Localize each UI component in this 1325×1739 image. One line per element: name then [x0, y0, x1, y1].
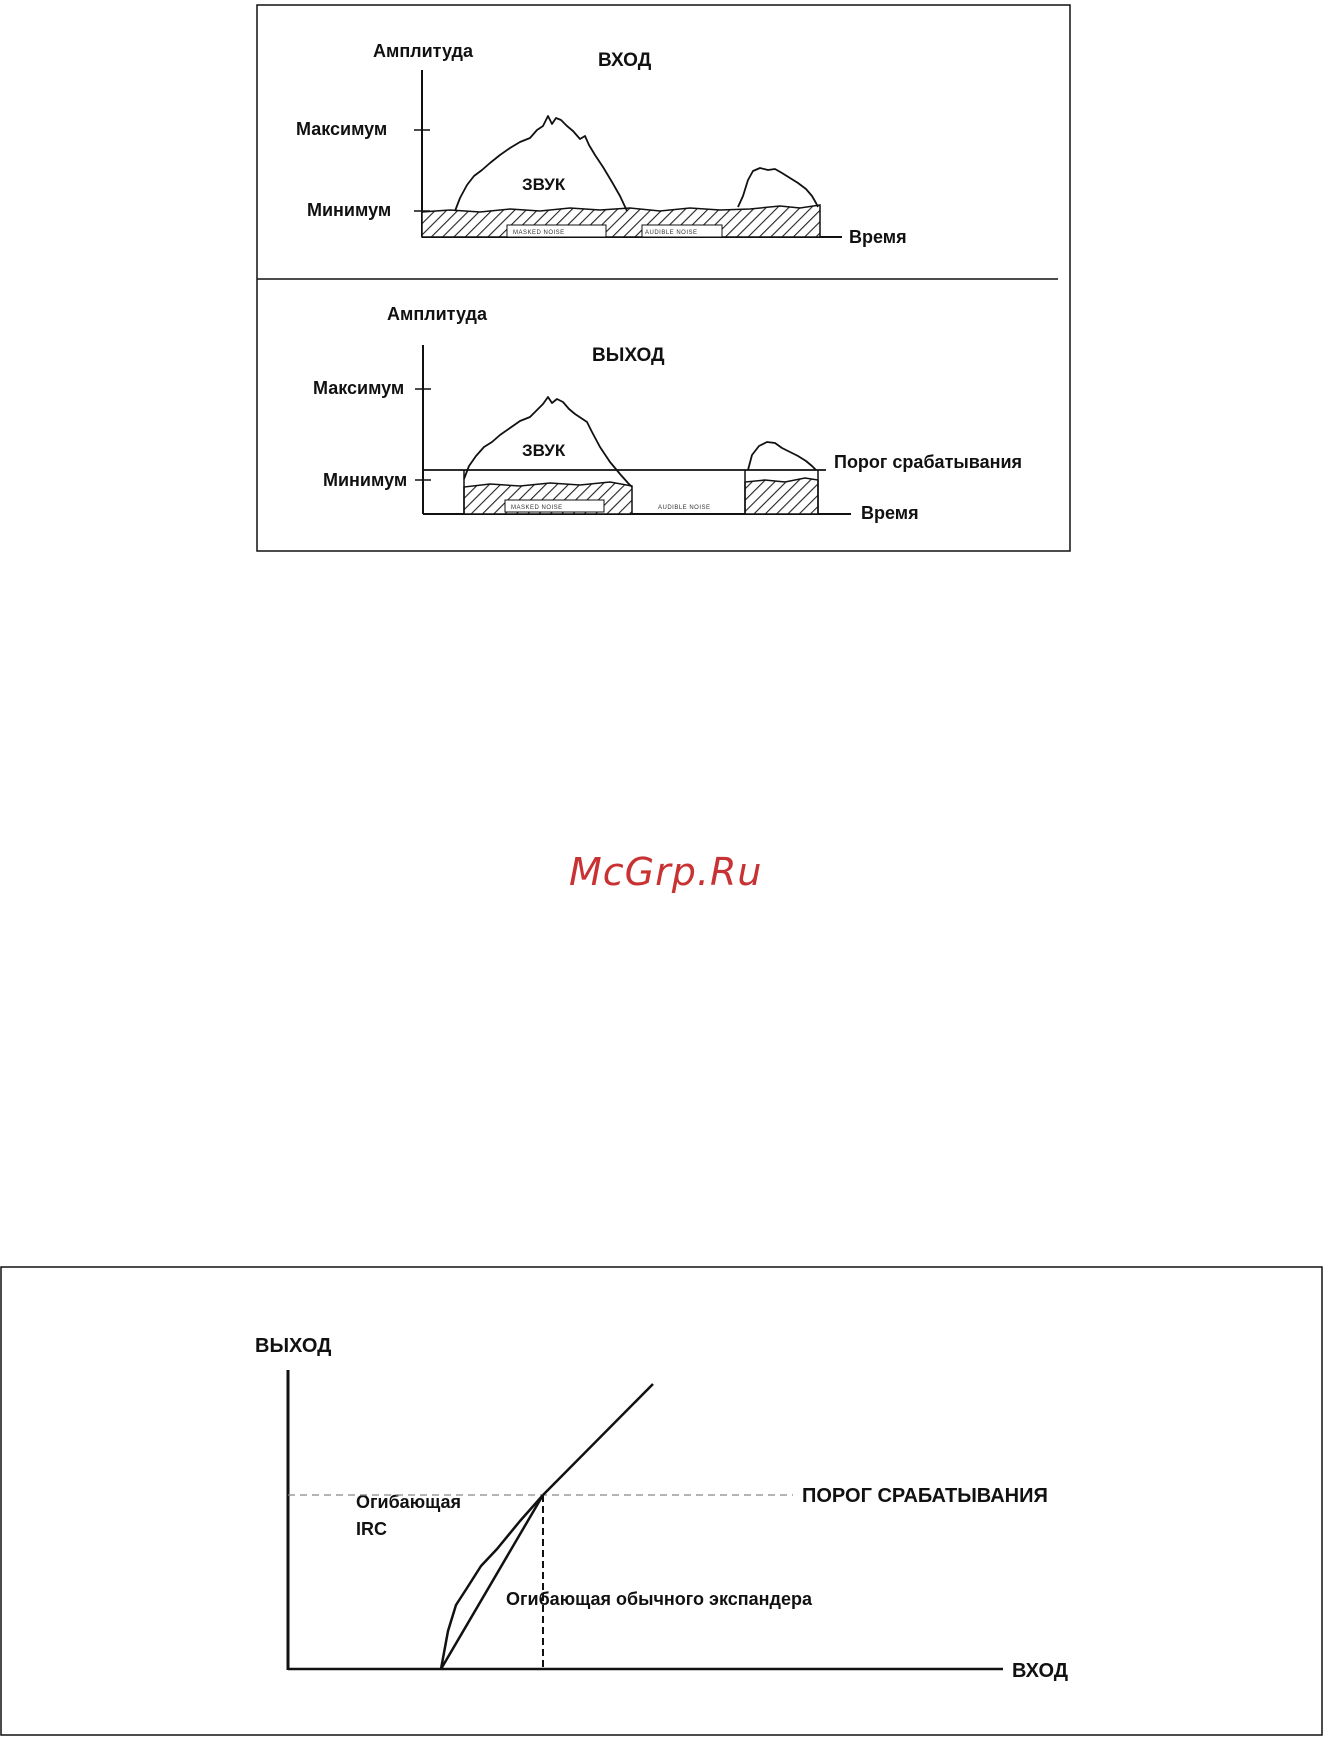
input-panel — [296, 41, 907, 247]
bottom-y-axis-label: ВЫХОД — [255, 1335, 332, 1357]
input-x-axis-label: Время — [849, 227, 907, 247]
irc-label-line2: IRC — [356, 1519, 387, 1539]
input-sound-envelope-2 — [738, 168, 818, 207]
output-masked-noise-label: MASKED NOISE — [511, 505, 563, 511]
input-sound-envelope-1 — [455, 116, 627, 211]
output-max-label: Максимум — [313, 378, 405, 398]
input-sound-label: ЗВУК — [522, 175, 566, 194]
output-y-axis-label: Амплитуда — [387, 304, 487, 324]
input-max-label: Максимум — [296, 119, 388, 139]
bottom-diagram-frame — [1, 1267, 1322, 1735]
output-sound-envelope-2 — [748, 442, 816, 470]
watermark-text: McGrp.Ru — [569, 850, 763, 894]
expander-envelope-line — [441, 1495, 543, 1669]
bottom-x-axis-label: ВХОД — [1012, 1660, 1069, 1682]
input-noise-band — [422, 205, 820, 237]
input-masked-noise-label: MASKED NOISE — [513, 230, 565, 236]
input-y-axis-label: Амплитуда — [373, 41, 473, 61]
output-x-axis-label: Время — [861, 503, 919, 523]
expander-label: Огибающая обычного экспандера — [506, 1589, 812, 1609]
output-title: ВЫХОД — [592, 345, 665, 366]
input-title: ВХОД — [598, 50, 652, 71]
output-panel — [313, 304, 1022, 523]
linear-response-line — [543, 1384, 653, 1495]
bottom-diagram — [1, 1267, 1322, 1735]
irc-label-line1: Огибающая — [356, 1492, 461, 1512]
output-threshold-label: Порог срабатывания — [834, 452, 1023, 472]
output-min-label: Минимум — [323, 470, 408, 490]
input-min-label: Минимум — [307, 200, 392, 220]
output-audible-noise-label: AUDIBLE NOISE — [658, 505, 711, 511]
output-sound-label: ЗВУК — [522, 441, 566, 460]
bottom-threshold-label: ПОРОГ СРАБАТЫВАНИЯ — [802, 1485, 1048, 1507]
top-diagram — [257, 5, 1070, 551]
output-noise-band-2 — [745, 478, 818, 514]
input-audible-noise-label: AUDIBLE NOISE — [645, 230, 698, 236]
